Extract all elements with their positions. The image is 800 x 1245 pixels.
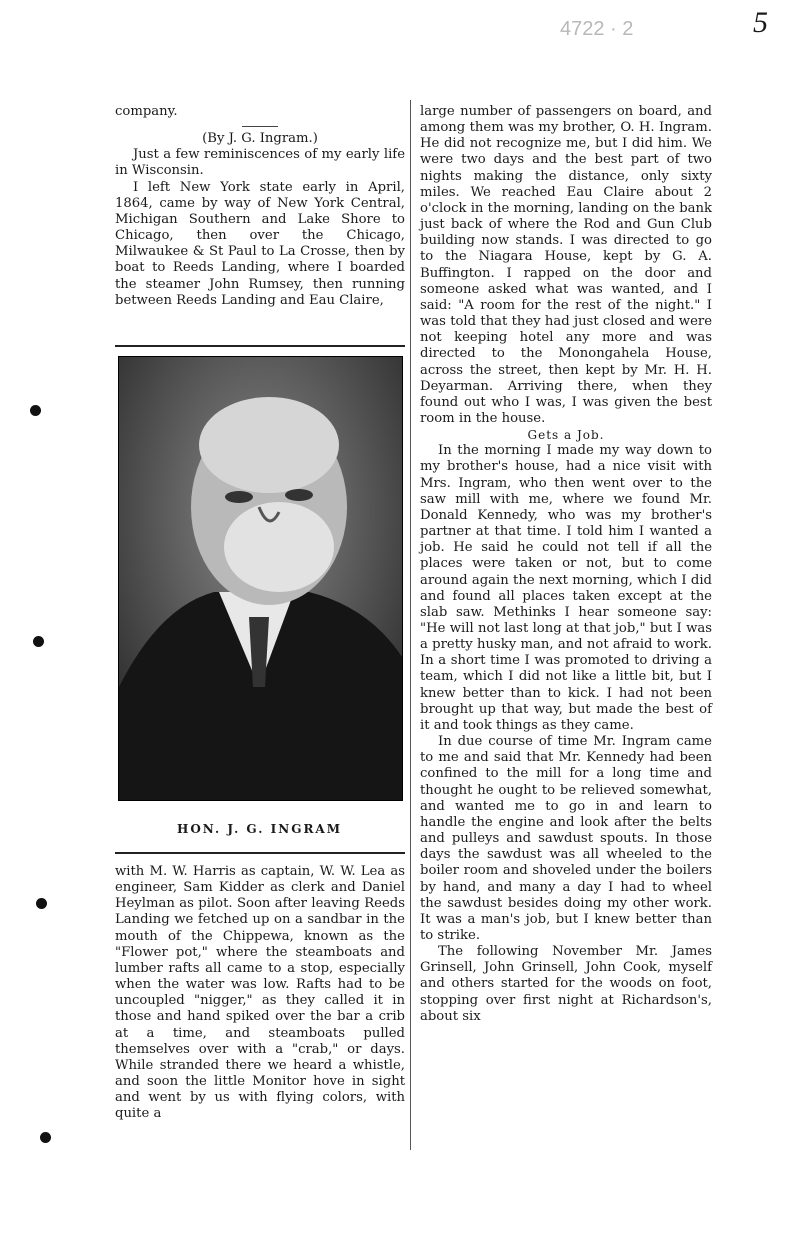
binder-hole-4	[40, 1132, 51, 1143]
paragraph-7: The following November Mr. James Grinsell, John Grinsell, John Cook, myself and others started for the woods on foot, stopping over first night at Richardson's, about six	[420, 944, 712, 1024]
portrait-illustration	[119, 357, 402, 800]
subheading-gets-a-job: Gets a Job.	[527, 428, 605, 443]
byline-rule	[242, 126, 278, 127]
paragraph-3: with M. W. Harris as captain, W. W. Lea as engineer, Sam Kidder as clerk and Daniel Heylman as pilot. Soon after leaving Reeds Landing we fetched up on a sandbar in the mouth of the Chippewa, known as the "Flower pot," where the steamboats and lumber rafts all came to a stop, especially when the water was low. Rafts had to be uncoupled "nigger," as they called it in those and hand spiked over the bar a crib at a time, and steamboats pulled themselves over with a "crab," or days. While stranded there we heard a whistle, and soon the little Monitor hove in sight and went by us with flying colors, with quite a	[115, 864, 405, 1122]
left-column-top	[115, 104, 405, 309]
binder-hole-1	[30, 405, 41, 416]
paragraph-1: Just a few reminiscences of my early life in Wisconsin.	[115, 147, 405, 179]
intro-word: company.	[115, 104, 178, 119]
photo-caption: HON. J. G. INGRAM	[176, 822, 343, 836]
paragraph-4: large number of passengers on board, and among them was my brother, O. H. Ingram. He did not recognize me, but I did him. We were two days and the best part of two nights making the distance, only sixty miles. We reached Eau Claire about 2 o'clock in the morning, landing on the bank just back of where the Rod and Gun Club building now stands. I was directed to go to the Niagara House, kept by G. A. Buffington. I rapped on the door and someone asked what was wanted, and I said: "A room for the rest of the night." I was told that they had just closed and were not keeping hotel any more and was directed to the Monongahela House, across the street, then kept by Mr. H. H. Deyarman. Arriving there, when they found out who I was, I was given the best room in the house.	[420, 104, 712, 426]
pencil-annotation: 4722 · 2	[560, 18, 634, 40]
paragraph-6: In due course of time Mr. Ingram came to me and said that Mr. Kennedy had been confined to the mill for a long time and thought he ought to be relieved somewhat, and wanted me to go in and learn to handle the engine and look after the belts and pulleys and sawdust spouts. In those days the sawdust was all wheeled to the boiler room and shoveled under the boilers by hand, and many a day I had to wheel the sawdust besides doing my other work. It was a man's job, but I knew better than to strike.	[420, 734, 712, 943]
page-number: 5	[753, 6, 768, 39]
binder-hole-3	[36, 898, 47, 909]
byline: (By J. G. Ingram.)	[202, 131, 318, 147]
photo-bottom-rule	[115, 852, 405, 854]
binder-hole-2	[33, 636, 44, 647]
left-column-bottom	[115, 864, 405, 1123]
portrait-photo	[118, 356, 403, 801]
photo-top-rule	[115, 345, 405, 347]
paragraph-5: In the morning I made my way down to my brother's house, had a nice visit with Mrs. Ingram, who then went over to the saw mill with me, where we found Mr. Donald Kennedy, who was my brother's partner at that time. I told him I wanted a job. He said he could not tell if all the places were taken or not, but to come around again the next morning, which I did and found all places taken except at the slab saw. Methinks I hear someone say: "He will not last long at that job," but I was a pretty husky man, and not afraid to work. In a short time I was promoted to driving a team, which I did not like a little bit, but I knew better than to kick. I had not been brought up that way, but made the best of it and took things as they came.	[420, 443, 712, 733]
paragraph-2: I left New York state early in April, 1864, came by way of New York Central, Michigan Southern and Lake Shore to Chicago, then over the Chicago, Milwaukee & St Paul to La Crosse, then by boat to Reeds Landing, where I boarded the steamer John Rumsey, then running between Reeds Landing and Eau Claire,	[115, 179, 405, 308]
column-divider	[410, 100, 411, 1150]
right-column	[420, 104, 712, 1025]
